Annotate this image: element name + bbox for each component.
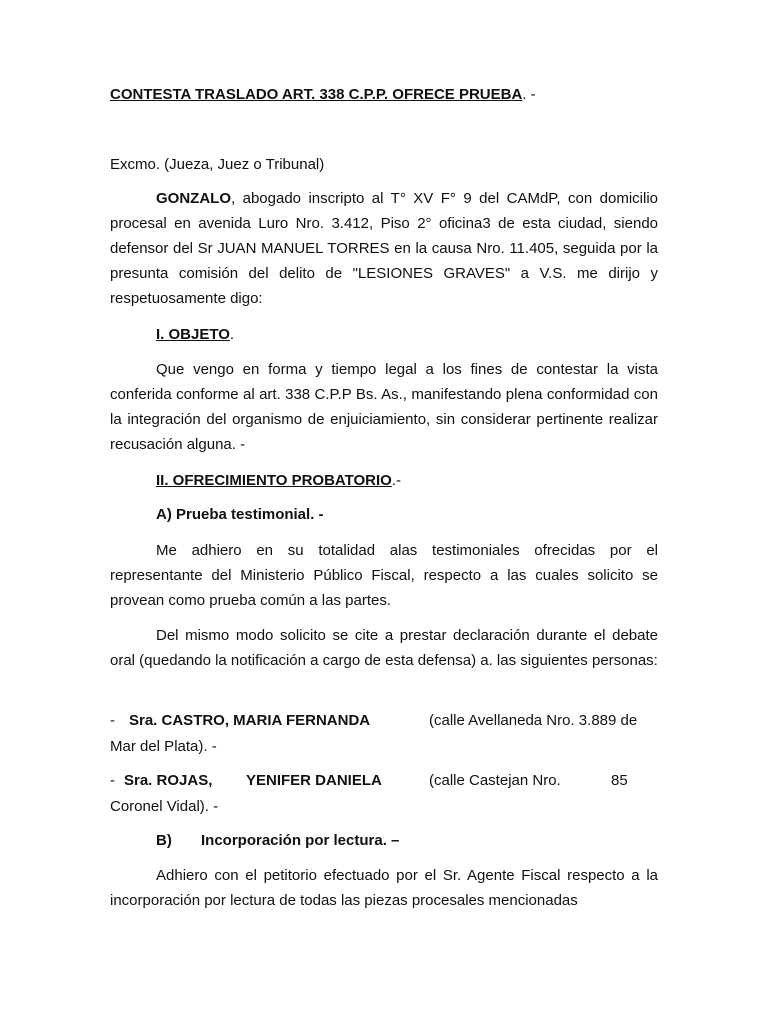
subsection-b-heading <box>156 832 400 849</box>
citation-paragraph: Del mismo modo solicito se cite a prestar declaración durante el debate oral (quedando la notificación a cargo de esta defensa) a. las siguientes personas: <box>110 627 658 669</box>
witness-2-dash: - <box>110 772 115 789</box>
document-title <box>110 86 536 103</box>
witness-1-address-cont: Mar del Plata). - <box>110 738 217 755</box>
witness-1-name: Sra. CASTRO, MARIA FERNANDA <box>129 712 371 729</box>
section-objeto-title: I. OBJETO <box>156 326 230 343</box>
intro-paragraph <box>110 186 658 311</box>
witness-2-surname: Sra. ROJAS, <box>124 772 213 789</box>
subsection-b-label-wrap <box>201 832 399 849</box>
section-prueba-suffix: .- <box>391 472 402 489</box>
section-objeto-paragraph: Que vengo en forma y tiempo legal a los fines de contestar la vista conferida conforme al art. 338 C.P.P Bs. As., manifestando plena conformidad con la integración del organismo de enjuiciamiento, sin considerar pertinente realizar recusación alguna. - <box>110 361 658 453</box>
subsection-b-label: Incorporación por lectura <box>201 832 383 849</box>
witness-2-address-cont: Coronel Vidal). - <box>110 798 219 815</box>
title-suffix: . - <box>522 86 536 103</box>
intro-text: , abogado inscripto al T° XV F° 9 del CAMdP, con domicilio procesal en avenida Luro Nro. 3.412, Piso 2° oficina3 de esta ciudad, siendo defensor del Sr JUAN MANUEL TORRES en la causa Nro. 11.405, seguida por la presunta comisión del delito de "LESIONES GRAVES" a V.S. me dirijo y respetuosamente digo: <box>110 190 658 307</box>
section-objeto-suffix: . <box>229 326 235 343</box>
witness-1 <box>110 708 658 733</box>
title-text: CONTESTA TRASLADO ART. 338 C.P.P. OFRECE PRUEBA <box>110 86 523 103</box>
lawyer-name: GONZALO <box>156 190 231 207</box>
section-prueba-heading <box>156 472 401 489</box>
witness-2-given-names: YENIFER DANIELA <box>246 772 382 789</box>
witness-2 <box>110 768 658 793</box>
witness-1-dash: - <box>110 712 115 729</box>
subsection-b-suffix: . – <box>382 832 400 849</box>
testimonial-paragraph: Me adhiero en su totalidad alas testimoniales ofrecidas por el representante del Ministerio Público Fiscal, respecto a las cuales solicito se provean como prueba común a las partes. <box>110 542 658 609</box>
witness-2-address: (calle Castejan Nro. <box>429 772 561 789</box>
lectura-paragraph: Adhiero con el petitorio efectuado por el Sr. Agente Fiscal respecto a la incorporación por lectura de todas las piezas procesales mencionadas <box>110 867 658 909</box>
witness-2-number: 85 <box>611 772 628 789</box>
salutation: Excmo. (Jueza, Juez o Tribunal) <box>110 156 325 173</box>
subsection-b-letter: B) <box>156 832 172 849</box>
witness-1-address: (calle Avellaneda Nro. 3.889 de <box>429 712 638 729</box>
subsection-a-heading: A) Prueba testimonial. - <box>156 506 324 523</box>
section-objeto-heading <box>156 326 234 343</box>
section-prueba-title: II. OFRECIMIENTO PROBATORIO <box>156 472 392 489</box>
